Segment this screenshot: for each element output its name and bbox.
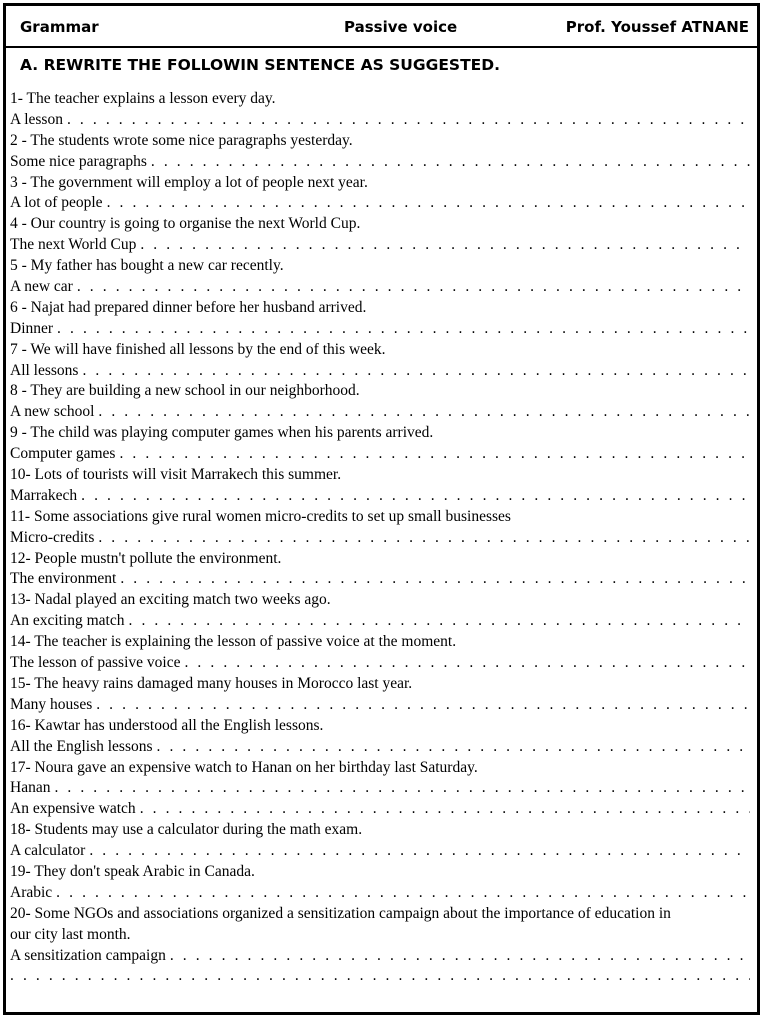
answer-stem: A sensitization campaign: [10, 946, 166, 964]
answer-stem: Some nice paragraphs: [10, 152, 147, 170]
header-subject: Grammar: [20, 18, 99, 36]
exercise-list: [10, 89, 750, 987]
sentence-text: 16- Kawtar has understood all the English lessons.: [10, 716, 324, 734]
answer-dotted-blank[interactable]: [56, 883, 750, 904]
answer-stem: An exciting match: [10, 612, 125, 630]
header-teacher: Prof. Youssef ATNANE: [565, 18, 749, 36]
sentence-line: [10, 758, 750, 779]
answer-line[interactable]: [10, 778, 750, 799]
answer-dotted-blank[interactable]: [10, 966, 750, 987]
answer-line[interactable]: [10, 444, 750, 465]
sentence-text: 9 - The child was playing computer games when his parents arrived.: [10, 424, 434, 442]
sentence-text: 4 - Our country is going to organise the next World Cup.: [10, 215, 361, 233]
answer-dotted-blank[interactable]: [157, 737, 750, 758]
answer-line[interactable]: [10, 737, 750, 758]
sentence-line: [10, 820, 750, 841]
answer-stem: Marrakech: [10, 486, 78, 504]
answer-line[interactable]: [10, 528, 750, 549]
answer-dotted-blank[interactable]: [89, 841, 750, 862]
sentence-line: [10, 298, 750, 319]
answer-line[interactable]: [10, 653, 750, 674]
sentence-text: 12- People mustn't pollute the environment.: [10, 549, 282, 567]
sentence-line: [10, 465, 750, 486]
answer-stem: Dinner: [10, 319, 54, 337]
answer-line[interactable]: [10, 235, 750, 256]
answer-stem: All the English lessons: [10, 737, 153, 755]
answer-stem: A new school: [10, 403, 95, 421]
answer-line[interactable]: [10, 193, 750, 214]
answer-line[interactable]: [10, 883, 750, 904]
sentence-text: 10- Lots of tourists will visit Marrakech this summer.: [10, 466, 342, 484]
sentence-line: [10, 173, 750, 194]
answer-stem: A lot of people: [10, 194, 103, 212]
sentence-text: 19- They don't speak Arabic in Canada.: [10, 862, 255, 880]
answer-dotted-blank[interactable]: [140, 235, 750, 256]
answer-dotted-blank[interactable]: [98, 528, 750, 549]
sentence-text: 7 - We will have finished all lessons by the end of this week.: [10, 340, 386, 358]
sentence-text: 5 - My father has bought a new car recently.: [10, 257, 284, 275]
answer-line[interactable]: [10, 611, 750, 632]
sentence-line: [10, 632, 750, 653]
sentence-text: 8 - They are building a new school in our neighborhood.: [10, 382, 360, 400]
answer-dotted-blank[interactable]: [82, 361, 750, 382]
sentence-text: 11- Some associations give rural women micro-credits to set up small businesses: [10, 507, 511, 525]
answer-line[interactable]: [10, 841, 750, 862]
sentence-line: [10, 131, 750, 152]
answer-dotted-blank[interactable]: [57, 319, 750, 340]
answer-line[interactable]: [10, 277, 750, 298]
answer-line[interactable]: [10, 486, 750, 507]
sentence-line: [10, 716, 750, 737]
sentence-line: [10, 256, 750, 277]
answer-dotted-blank[interactable]: [170, 946, 750, 967]
answer-line[interactable]: [10, 946, 750, 967]
answer-line[interactable]: [10, 361, 750, 382]
sentence-text: 18- Students may use a calculator during the math exam.: [10, 821, 363, 839]
answer-line[interactable]: [10, 799, 750, 820]
answer-line[interactable]: [10, 695, 750, 716]
answer-stem: Many houses: [10, 695, 93, 713]
answer-dotted-blank[interactable]: [120, 569, 750, 590]
answer-dotted-blank[interactable]: [77, 277, 750, 298]
sentence-text: 1- The teacher explains a lesson every day.: [10, 90, 276, 107]
worksheet-header: [6, 6, 757, 48]
answer-stem: All lessons: [10, 361, 79, 379]
answer-stem: A new car: [10, 278, 73, 296]
answer-stem: Hanan: [10, 779, 51, 797]
sentence-line: [10, 590, 750, 611]
sentence-text: 14- The teacher is explaining the lesson of passive voice at the moment.: [10, 633, 457, 651]
sentence-text: 2 - The students wrote some nice paragraphs yesterday.: [10, 131, 353, 149]
answer-dotted-blank[interactable]: [67, 110, 750, 131]
sentence-line: [10, 904, 750, 925]
answer-dotted-blank[interactable]: [119, 444, 750, 465]
answer-stem: A lesson: [10, 110, 63, 128]
answer-stem: Arabic: [10, 883, 53, 901]
answer-stem: A calculator: [10, 842, 86, 860]
answer-stem: The environment: [10, 570, 117, 588]
answer-dotted-blank[interactable]: [107, 193, 750, 214]
sentence-line: [10, 674, 750, 695]
sentence-line: [10, 507, 750, 528]
answer-stem: The next World Cup: [10, 236, 137, 254]
section-title: A. REWRITE THE FOLLOWIN SENTENCE AS SUGGESTED.: [20, 56, 500, 74]
sentence-text: our city last month.: [10, 925, 131, 943]
sentence-text: 17- Noura gave an expensive watch to Hanan on her birthday last Saturday.: [10, 758, 478, 776]
answer-line[interactable]: [10, 966, 750, 987]
sentence-line: [10, 925, 750, 946]
sentence-line: [10, 340, 750, 361]
answer-stem: The lesson of passive voice: [10, 654, 181, 672]
sentence-line: [10, 423, 750, 444]
answer-dotted-blank[interactable]: [129, 611, 751, 632]
sentence-text: 13- Nadal played an exciting match two weeks ago.: [10, 591, 331, 609]
sentence-line: [10, 381, 750, 402]
answer-line[interactable]: [10, 319, 750, 340]
sentence-text: 6 - Najat had prepared dinner before her husband arrived.: [10, 298, 367, 316]
sentence-text: 20- Some NGOs and associations organized a sensitization campaign about the importance of education in: [10, 904, 671, 922]
sentence-line: [10, 862, 750, 883]
answer-dotted-blank[interactable]: [54, 778, 750, 799]
answer-line[interactable]: [10, 402, 750, 423]
header-topic: Passive voice: [344, 18, 458, 36]
sentence-text: 15- The heavy rains damaged many houses in Morocco last year.: [10, 674, 413, 692]
answer-dotted-blank[interactable]: [184, 653, 750, 674]
worksheet-frame: [3, 3, 760, 1015]
answer-dotted-blank[interactable]: [140, 799, 750, 820]
sentence-line: [10, 549, 750, 570]
answer-dotted-blank[interactable]: [98, 402, 750, 423]
answer-line[interactable]: [10, 152, 750, 173]
sentence-line: [10, 89, 750, 110]
answer-line[interactable]: [10, 110, 750, 131]
answer-stem: Computer games: [10, 445, 116, 463]
answer-dotted-blank[interactable]: [151, 152, 750, 173]
answer-stem: Micro-credits: [10, 528, 95, 546]
sentence-line: [10, 214, 750, 235]
answer-dotted-blank[interactable]: [96, 695, 750, 716]
answer-stem: An expensive watch: [10, 800, 136, 818]
answer-line[interactable]: [10, 569, 750, 590]
sentence-text: 3 - The government will employ a lot of people next year.: [10, 173, 368, 191]
answer-dotted-blank[interactable]: [81, 486, 750, 507]
